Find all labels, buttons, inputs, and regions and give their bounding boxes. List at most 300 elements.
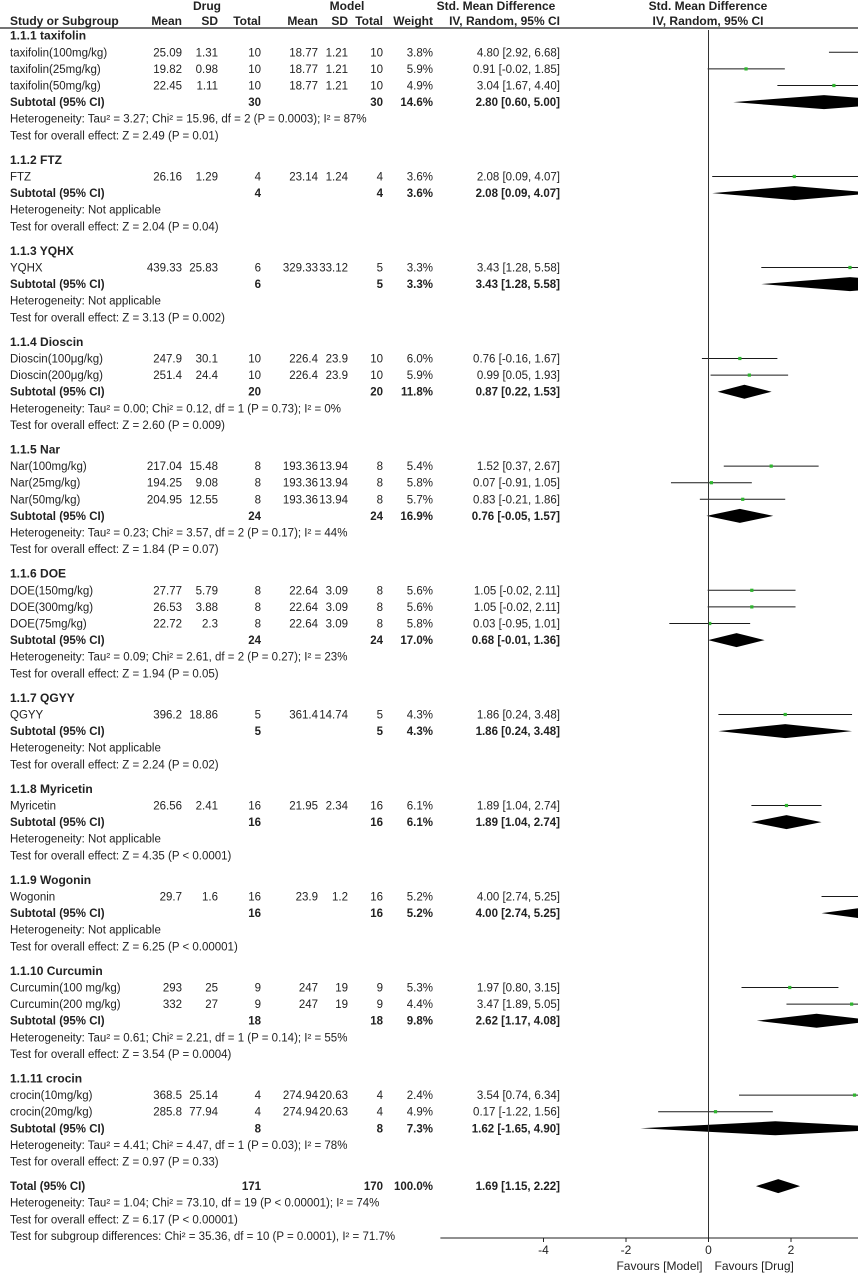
study-name: FTZ — [10, 171, 32, 184]
model-total-cell: 16 — [370, 891, 383, 904]
subtotal-label: Subtotal (95% CI) — [10, 1123, 105, 1136]
study-name: Curcumin(200 mg/kg) — [10, 999, 121, 1012]
model-sd-cell: 1.2 — [332, 891, 348, 904]
drug-sd-cell: 1.29 — [195, 171, 218, 184]
model-total-cell: 8 — [376, 494, 383, 507]
model-sd-cell: 1.21 — [325, 63, 348, 76]
drug-total-cell: 8 — [254, 585, 261, 598]
subgroup-title: 1.1.9 Wogonin — [10, 872, 92, 887]
model-total-cell: 8 — [376, 585, 383, 598]
model-mean-cell: 22.64 — [289, 618, 318, 631]
model-mean-cell: 22.64 — [289, 585, 318, 598]
drug-total-cell: 4 — [254, 171, 261, 184]
drug-total-cell: 8 — [254, 477, 261, 490]
subtotal-weight: 11.8% — [401, 386, 433, 399]
drug-mean-cell: 247.9 — [153, 353, 182, 366]
heterogeneity-text: Heterogeneity: Not applicable — [10, 924, 161, 937]
subgroup-title: 1.1.11 crocin — [10, 1071, 83, 1086]
overall-effect-text: Test for overall effect: Z = 1.94 (P = 0.05) — [10, 668, 219, 681]
study-4-2-point — [741, 498, 744, 501]
weight-cell: 4.9% — [406, 80, 433, 93]
smd-ci-cell: 3.54 [0.74, 6.34] — [476, 1090, 560, 1103]
subtotal-model-total: 5 — [376, 726, 383, 739]
subtotal-drug-total: 18 — [248, 1015, 261, 1028]
model-total-cell: 16 — [370, 800, 383, 813]
drug-mean-cell: 22.45 — [153, 80, 182, 93]
subtotal-weight: 5.2% — [406, 908, 433, 921]
model-mean-cell: 193.36 — [282, 461, 318, 474]
study-1-0-point — [793, 175, 796, 178]
subtotal-weight: 17.0% — [400, 635, 433, 648]
subtotal-drug-total: 24 — [248, 510, 261, 523]
smd-ci-cell: 4.80 [2.92, 6.68] — [476, 47, 560, 60]
study-4-1-point — [710, 481, 713, 484]
total-heterogeneity-text: Heterogeneity: Tau² = 1.04; Chi² = 73.10, df = 19 (P < 0.00001); I² = 74% — [10, 1197, 380, 1210]
study-name: Nar(100mg/kg) — [10, 461, 87, 474]
weight-cell: 5.3% — [406, 982, 433, 995]
drug-mean-cell: 19.82 — [153, 63, 182, 76]
model-mean-cell: 329.33 — [282, 262, 318, 275]
subtotal-model-total: 5 — [376, 279, 383, 292]
subgroup-title: 1.1.5 Nar — [10, 442, 61, 457]
model-sd-cell: 13.94 — [319, 461, 348, 474]
subtotal-model-total: 16 — [370, 817, 383, 830]
model-total-header: Total — [355, 14, 383, 28]
heterogeneity-text: Heterogeneity: Tau² = 3.27; Chi² = 15.96, df = 2 (P = 0.0003); I² = 87% — [10, 113, 367, 126]
favours-drug-label: Favours [Drug] — [714, 1259, 794, 1273]
drug-total-cell: 4 — [254, 1106, 261, 1119]
model-total-cell: 10 — [370, 63, 383, 76]
subtotal-ci: 1.62 [-1.65, 4.90] — [471, 1123, 560, 1136]
heterogeneity-text: Heterogeneity: Tau² = 4.41; Chi² = 4.47, df = 1 (P = 0.03); I² = 78% — [10, 1139, 348, 1152]
subtotal-ci: 2.80 [0.60, 5.00] — [475, 97, 560, 110]
study-name: taxifolin(100mg/kg) — [10, 47, 108, 60]
subtotal-label: Subtotal (95% CI) — [10, 279, 105, 292]
subtotal-drug-total: 5 — [254, 726, 261, 739]
weight-cell: 5.6% — [406, 585, 433, 598]
subtotal-ci: 1.89 [1.04, 2.74] — [475, 817, 560, 830]
drug-total-cell: 10 — [248, 353, 261, 366]
drug-sd-cell: 1.11 — [196, 80, 218, 93]
model-sd-cell: 1.21 — [325, 47, 348, 60]
subtotal-label: Subtotal (95% CI) — [10, 817, 105, 830]
smd-ci-cell: 0.03 [-0.95, 1.01] — [473, 618, 560, 631]
subgroup-differences-text: Test for subgroup differences: Chi² = 35.36, df = 10 (P = 0.0001), I² = 71.7% — [10, 1230, 396, 1243]
subtotal-weight: 14.6% — [400, 97, 433, 110]
smd-ci-cell: 3.47 [1.89, 5.05] — [476, 999, 560, 1012]
smd-ci-cell: 2.08 [0.09, 4.07] — [476, 171, 560, 184]
subtotal-drug-total: 24 — [248, 635, 261, 648]
smd-ci-cell: 0.17 [-1.22, 1.56] — [473, 1106, 560, 1119]
subtotal-weight: 16.9% — [400, 510, 433, 523]
model-mean-cell: 226.4 — [289, 353, 318, 366]
weight-cell: 5.9% — [406, 63, 433, 76]
drug-total-cell: 6 — [254, 262, 261, 275]
overall-effect-text: Test for overall effect: Z = 3.54 (P = 0.0004) — [10, 1048, 232, 1061]
model-total-cell: 10 — [370, 370, 383, 383]
subtotal-drug-total: 30 — [248, 97, 261, 110]
study-0-2-point — [832, 84, 835, 87]
subtotal-ci: 1.86 [0.24, 3.48] — [475, 726, 560, 739]
method-header-right: IV, Random, 95% CI — [652, 14, 764, 28]
subgroup-title: 1.1.10 Curcumin — [10, 963, 103, 978]
drug-sd-cell: 12.55 — [189, 494, 218, 507]
model-total-cell: 10 — [370, 353, 383, 366]
total-label: Total (95% CI) — [10, 1181, 86, 1194]
drug-total-cell: 8 — [254, 461, 261, 474]
total-weight: 100.0% — [393, 1181, 433, 1194]
model-sd-cell: 2.34 — [325, 800, 348, 813]
heterogeneity-text: Heterogeneity: Not applicable — [10, 295, 161, 308]
drug-mean-cell: 22.72 — [153, 618, 182, 631]
subtotal-diamond-0 — [733, 95, 858, 109]
subtotal-weight: 3.3% — [406, 279, 433, 292]
drug-sd-cell: 30.1 — [195, 353, 218, 366]
drug-total-cell: 8 — [254, 494, 261, 507]
subtotal-weight: 6.1% — [406, 817, 433, 830]
model-mean-cell: 23.14 — [289, 171, 318, 184]
smd-ci-cell: 1.05 [-0.02, 2.11] — [473, 601, 560, 614]
x-tick-label: -4 — [538, 1243, 549, 1257]
drug-sd-cell: 25 — [205, 982, 218, 995]
weight-cell: 5.7% — [406, 494, 433, 507]
subtotal-model-total: 20 — [370, 386, 383, 399]
drug-mean-cell: 26.56 — [153, 800, 182, 813]
subtotal-label: Subtotal (95% CI) — [10, 510, 105, 523]
study-name: QGYY — [10, 709, 44, 722]
total-drug-n: 171 — [241, 1181, 261, 1194]
overall-effect-text: Test for overall effect: Z = 2.04 (P = 0.04) — [10, 221, 219, 234]
drug-total-cell: 8 — [254, 601, 261, 614]
model-sd-cell: 23.9 — [325, 353, 348, 366]
weight-cell: 5.6% — [406, 601, 433, 614]
drug-sd-cell: 15.48 — [189, 461, 218, 474]
subtotal-model-total: 8 — [376, 1123, 383, 1136]
model-total-cell: 4 — [376, 171, 383, 184]
subgroup-title: 1.1.3 YQHX — [10, 243, 74, 258]
subtotal-weight: 3.6% — [406, 188, 433, 201]
subtotal-label: Subtotal (95% CI) — [10, 386, 105, 399]
drug-sd-cell: 5.79 — [195, 585, 218, 598]
drug-mean-cell: 251.4 — [153, 370, 182, 383]
study-name: Myricetin — [10, 800, 57, 813]
drug-group-header: Drug — [193, 0, 221, 13]
model-sd-cell: 23.9 — [325, 370, 348, 383]
study-name: Curcumin(100 mg/kg) — [10, 982, 121, 995]
study-name: DOE(150mg/kg) — [10, 585, 94, 598]
drug-total-cell: 10 — [248, 370, 261, 383]
model-total-cell: 5 — [376, 262, 383, 275]
drug-mean-cell: 204.95 — [146, 494, 182, 507]
total-diamond — [756, 1179, 800, 1193]
subgroup-title: 1.1.6 DOE — [10, 566, 67, 581]
drug-sd-cell: 2.41 — [195, 800, 218, 813]
total-model-n: 170 — [363, 1181, 383, 1194]
drug-mean-cell: 439.33 — [146, 262, 182, 275]
subtotal-ci: 2.62 [1.17, 4.08] — [475, 1015, 560, 1028]
subtotal-diamond-8 — [822, 906, 858, 920]
model-mean-cell: 274.94 — [282, 1106, 318, 1119]
model-sd-cell: 14.74 — [319, 709, 348, 722]
model-total-cell: 5 — [376, 709, 383, 722]
drug-mean-cell: 368.5 — [153, 1090, 182, 1103]
favours-model-label: Favours [Model] — [616, 1259, 703, 1273]
heterogeneity-text: Heterogeneity: Not applicable — [10, 204, 161, 217]
model-sd-cell: 19 — [335, 982, 348, 995]
weight-cell: 6.0% — [406, 353, 433, 366]
drug-total-cell: 16 — [248, 800, 261, 813]
total-overall-effect-text: Test for overall effect: Z = 6.17 (P < 0.00001) — [10, 1214, 238, 1227]
model-total-cell: 9 — [376, 982, 383, 995]
drug-sd-cell: 25.83 — [189, 262, 218, 275]
drug-sd-cell: 18.86 — [189, 709, 218, 722]
study-4-0-point — [770, 465, 773, 468]
study-7-0-point — [785, 804, 788, 807]
smd-ci-cell: 1.05 [-0.02, 2.11] — [473, 585, 560, 598]
study-name: YQHX — [10, 262, 43, 275]
drug-mean-cell: 285.8 — [153, 1106, 182, 1119]
model-total-cell: 4 — [376, 1106, 383, 1119]
subtotal-label: Subtotal (95% CI) — [10, 188, 105, 201]
drug-mean-header: Mean — [151, 14, 182, 28]
subtotal-model-total: 4 — [376, 188, 383, 201]
subtotal-weight: 9.8% — [406, 1015, 433, 1028]
model-total-cell: 8 — [376, 601, 383, 614]
heterogeneity-text: Heterogeneity: Not applicable — [10, 742, 161, 755]
subtotal-model-total: 24 — [370, 510, 383, 523]
drug-mean-cell: 293 — [162, 982, 182, 995]
drug-sd-cell: 27 — [205, 999, 218, 1012]
model-total-cell: 10 — [370, 47, 383, 60]
drug-mean-cell: 29.7 — [159, 891, 182, 904]
model-total-cell: 8 — [376, 461, 383, 474]
study-name: DOE(75mg/kg) — [10, 618, 87, 631]
subtotal-ci: 4.00 [2.74, 5.25] — [475, 908, 560, 921]
model-sd-cell: 3.09 — [325, 618, 348, 631]
drug-total-cell: 10 — [248, 63, 261, 76]
model-total-cell: 4 — [376, 1090, 383, 1103]
drug-sd-cell: 3.88 — [195, 601, 218, 614]
subgroup-title: 1.1.4 Dioscin — [10, 334, 84, 349]
overall-effect-text: Test for overall effect: Z = 4.35 (P < 0.0001) — [10, 850, 232, 863]
model-sd-cell: 1.24 — [325, 171, 348, 184]
weight-cell: 5.8% — [406, 477, 433, 490]
subtotal-model-total: 24 — [370, 635, 383, 648]
drug-total-cell: 10 — [248, 80, 261, 93]
model-sd-cell: 33.12 — [319, 262, 348, 275]
subtotal-model-total: 16 — [370, 908, 383, 921]
smd-ci-cell: 0.99 [0.05, 1.93] — [476, 370, 560, 383]
drug-sd-cell: 1.31 — [195, 47, 218, 60]
subtotal-ci: 2.08 [0.09, 4.07] — [475, 188, 560, 201]
weight-cell: 5.4% — [406, 461, 433, 474]
model-mean-cell: 274.94 — [282, 1090, 318, 1103]
overall-effect-text: Test for overall effect: Z = 2.24 (P = 0.02) — [10, 759, 219, 772]
drug-total-header: Total — [233, 14, 261, 28]
subtotal-label: Subtotal (95% CI) — [10, 726, 105, 739]
smd-ci-cell: 1.52 [0.37, 2.67] — [476, 461, 560, 474]
model-sd-cell: 1.21 — [325, 80, 348, 93]
overall-effect-text: Test for overall effect: Z = 3.13 (P = 0.002) — [10, 312, 225, 325]
subtotal-diamond-1 — [712, 186, 858, 200]
subtotal-diamond-7 — [751, 815, 821, 829]
drug-sd-cell: 0.98 — [195, 63, 218, 76]
smd-ci-cell: 0.91 [-0.02, 1.85] — [473, 63, 560, 76]
study-column-header: Study or Subgroup — [10, 14, 119, 28]
study-10-0-point — [853, 1094, 856, 1097]
subgroup-title: 1.1.2 FTZ — [10, 152, 63, 167]
study-name: DOE(300mg/kg) — [10, 601, 94, 614]
subtotal-diamond-5 — [708, 633, 765, 647]
subtotal-model-total: 18 — [370, 1015, 383, 1028]
overall-effect-text: Test for overall effect: Z = 2.49 (P = 0.01) — [10, 130, 219, 143]
subtotal-diamond-2 — [761, 277, 858, 291]
smd-ci-cell: 1.89 [1.04, 2.74] — [476, 800, 560, 813]
drug-mean-cell: 217.04 — [146, 461, 182, 474]
model-sd-cell: 20.63 — [319, 1090, 348, 1103]
smd-ci-cell: 3.04 [1.67, 4.40] — [476, 80, 560, 93]
drug-total-cell: 9 — [254, 982, 261, 995]
overall-effect-text: Test for overall effect: Z = 0.97 (P = 0.33) — [10, 1156, 219, 1169]
model-group-header: Model — [329, 0, 365, 13]
overall-effect-text: Test for overall effect: Z = 6.25 (P < 0.00001) — [10, 941, 238, 954]
subgroup-title: 1.1.1 taxifolin — [10, 28, 87, 43]
study-name: taxifolin(25mg/kg) — [10, 63, 101, 76]
drug-total-cell: 8 — [254, 618, 261, 631]
subtotal-drug-total: 6 — [254, 279, 261, 292]
model-mean-cell: 18.77 — [289, 63, 318, 76]
weight-cell: 5.9% — [406, 370, 433, 383]
heterogeneity-text: Heterogeneity: Not applicable — [10, 833, 161, 846]
study-10-1-point — [714, 1110, 717, 1113]
study-0-1-point — [744, 67, 747, 70]
subtotal-ci: 0.87 [0.22, 1.53] — [475, 386, 560, 399]
model-mean-header: Mean — [287, 14, 318, 28]
subtotal-diamond-3 — [718, 385, 772, 399]
weight-cell: 6.1% — [406, 800, 433, 813]
drug-total-cell: 10 — [248, 47, 261, 60]
drug-sd-header: SD — [201, 14, 218, 28]
drug-mean-cell: 26.53 — [153, 601, 182, 614]
total-ci: 1.69 [1.15, 2.22] — [475, 1181, 560, 1194]
subtotal-drug-total: 16 — [248, 817, 261, 830]
subtotal-drug-total: 20 — [248, 386, 261, 399]
weight-header: Weight — [393, 14, 433, 28]
drug-sd-cell: 25.14 — [189, 1090, 218, 1103]
subtotal-ci: 3.43 [1.28, 5.58] — [475, 279, 560, 292]
drug-total-cell: 16 — [248, 891, 261, 904]
model-sd-header: SD — [331, 14, 348, 28]
weight-cell: 4.9% — [406, 1106, 433, 1119]
subtotal-label: Subtotal (95% CI) — [10, 97, 105, 110]
study-name: Wogonin — [10, 891, 56, 904]
drug-sd-cell: 9.08 — [195, 477, 218, 490]
subtotal-diamond-10 — [640, 1121, 858, 1135]
weight-cell: 5.2% — [406, 891, 433, 904]
model-mean-cell: 193.36 — [282, 477, 318, 490]
study-name: taxifolin(50mg/kg) — [10, 80, 101, 93]
subtotal-weight: 7.3% — [406, 1123, 433, 1136]
weight-cell: 3.3% — [406, 262, 433, 275]
subtotal-weight: 4.3% — [406, 726, 433, 739]
study-3-0-point — [738, 357, 741, 360]
weight-cell: 3.6% — [406, 171, 433, 184]
model-sd-cell: 13.94 — [319, 494, 348, 507]
smd-ci-cell: 3.43 [1.28, 5.58] — [476, 262, 560, 275]
study-name: crocin(10mg/kg) — [10, 1090, 93, 1103]
study-2-0-point — [848, 266, 851, 269]
drug-sd-cell: 2.3 — [202, 618, 218, 631]
drug-sd-cell: 1.6 — [202, 891, 218, 904]
model-total-cell: 8 — [376, 618, 383, 631]
model-mean-cell: 226.4 — [289, 370, 318, 383]
subtotal-ci: 0.76 [-0.05, 1.57] — [471, 510, 560, 523]
study-3-1-point — [748, 374, 751, 377]
model-sd-cell: 19 — [335, 999, 348, 1012]
model-mean-cell: 22.64 — [289, 601, 318, 614]
study-name: crocin(20mg/kg) — [10, 1106, 93, 1119]
smd-header-left: Std. Mean Difference — [436, 0, 556, 13]
subtotal-label: Subtotal (95% CI) — [10, 1015, 105, 1028]
smd-ci-cell: 4.00 [2.74, 5.25] — [476, 891, 560, 904]
drug-mean-cell: 396.2 — [153, 709, 182, 722]
subgroup-title: 1.1.8 Myricetin — [10, 781, 93, 796]
drug-sd-cell: 77.94 — [189, 1106, 218, 1119]
model-sd-cell: 3.09 — [325, 585, 348, 598]
model-mean-cell: 18.77 — [289, 80, 318, 93]
drug-mean-cell: 194.25 — [146, 477, 182, 490]
model-sd-cell: 3.09 — [325, 601, 348, 614]
drug-total-cell: 5 — [254, 709, 261, 722]
drug-mean-cell: 25.09 — [153, 47, 182, 60]
smd-ci-cell: 1.86 [0.24, 3.48] — [476, 709, 560, 722]
drug-total-cell: 4 — [254, 1090, 261, 1103]
model-sd-cell: 13.94 — [319, 477, 348, 490]
study-name: Dioscin(100μg/kg) — [10, 353, 103, 366]
subtotal-drug-total: 4 — [254, 188, 261, 201]
study-name: Dioscin(200μg/kg) — [10, 370, 103, 383]
heterogeneity-text: Heterogeneity: Tau² = 0.61; Chi² = 2.21, df = 1 (P = 0.14); I² = 55% — [10, 1032, 348, 1045]
study-5-0-point — [750, 589, 753, 592]
drug-mean-cell: 26.16 — [153, 171, 182, 184]
drug-sd-cell: 24.4 — [195, 370, 218, 383]
weight-cell: 4.3% — [406, 709, 433, 722]
subgroup-title: 1.1.7 QGYY — [10, 690, 75, 705]
study-name: Nar(50mg/kg) — [10, 494, 81, 507]
heterogeneity-text: Heterogeneity: Tau² = 0.09; Chi² = 2.61, df = 2 (P = 0.27); I² = 23% — [10, 651, 348, 664]
smd-ci-cell: 1.97 [0.80, 3.15] — [476, 982, 560, 995]
model-mean-cell: 361.4 — [289, 709, 318, 722]
subtotal-diamond-6 — [718, 724, 852, 738]
subtotal-label: Subtotal (95% CI) — [10, 635, 105, 648]
model-mean-cell: 21.95 — [289, 800, 318, 813]
heterogeneity-text: Heterogeneity: Tau² = 0.23; Chi² = 3.57, df = 2 (P = 0.17); I² = 44% — [10, 527, 348, 540]
model-total-cell: 9 — [376, 999, 383, 1012]
model-mean-cell: 23.9 — [295, 891, 318, 904]
subtotal-label: Subtotal (95% CI) — [10, 908, 105, 921]
smd-header-right: Std. Mean Difference — [648, 0, 768, 13]
smd-ci-cell: 0.83 [-0.21, 1.86] — [473, 494, 560, 507]
model-mean-cell: 193.36 — [282, 494, 318, 507]
study-9-0-point — [788, 986, 791, 989]
study-name: Nar(25mg/kg) — [10, 477, 81, 490]
model-total-cell: 10 — [370, 80, 383, 93]
weight-cell: 4.4% — [406, 999, 433, 1012]
drug-mean-cell: 332 — [162, 999, 182, 1012]
overall-effect-text: Test for overall effect: Z = 1.84 (P = 0.07) — [10, 544, 219, 557]
subtotal-diamond-9 — [757, 1014, 858, 1028]
x-tick-label: -2 — [620, 1243, 632, 1257]
